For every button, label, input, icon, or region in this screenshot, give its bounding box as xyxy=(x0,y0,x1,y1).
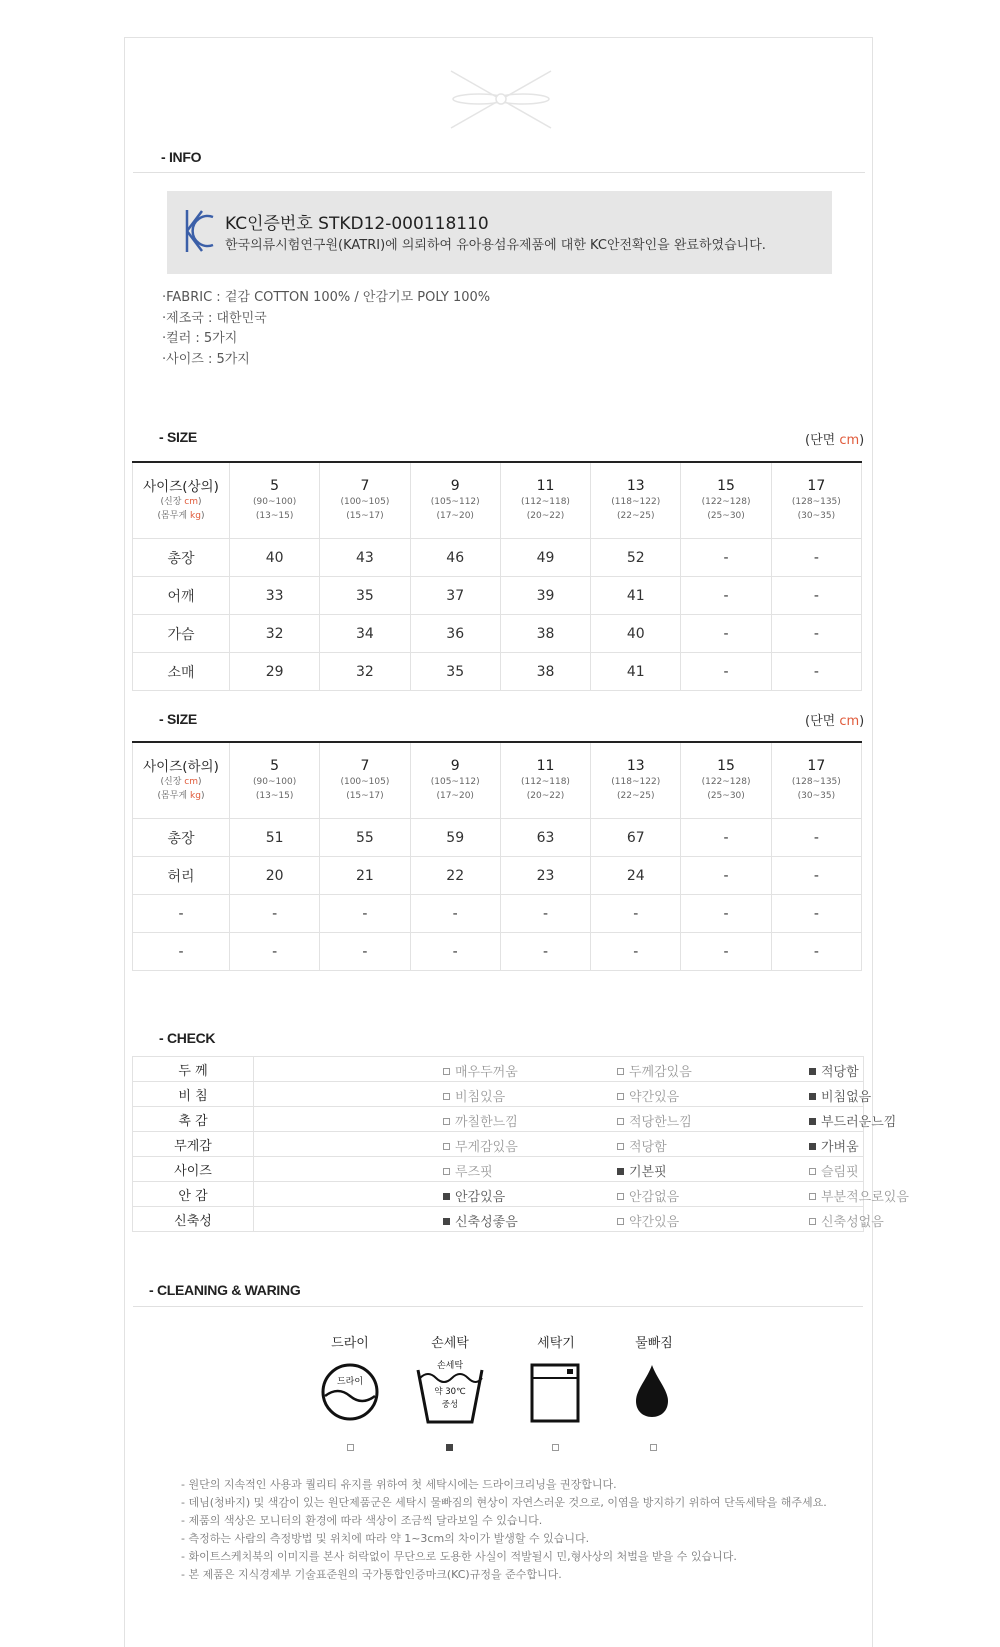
sub-suffix: ) xyxy=(197,496,202,507)
size-header-label: 사이즈(하의) xyxy=(143,758,219,775)
size-column-header xyxy=(771,462,861,539)
size-header-height xyxy=(133,495,229,509)
size-row-label: 총장 xyxy=(133,819,230,857)
info-list xyxy=(162,288,490,370)
size-cell: 38 xyxy=(500,615,590,653)
size-row-label: 가슴 xyxy=(133,615,230,653)
size-column-header xyxy=(320,462,410,539)
size-column-header xyxy=(230,462,320,539)
size-table-bottom xyxy=(132,741,862,971)
check-row xyxy=(133,1107,864,1132)
check-option-label: 비침없음 xyxy=(821,1090,872,1105)
size-cell: 55 xyxy=(320,819,410,857)
care-note: - 원단의 지속적인 사용과 퀄리티 유지를 위하여 첫 세탁시에는 드라이크리닝을 권장합니다. xyxy=(181,1478,617,1491)
check-label: 신축성 xyxy=(133,1207,254,1232)
checkbox-icon xyxy=(617,1168,624,1175)
check-option xyxy=(809,1161,859,1180)
size-cell: - xyxy=(771,577,861,615)
check-option-label: 부드러운느낌 xyxy=(821,1115,897,1130)
size-column-header xyxy=(681,462,771,539)
check-option xyxy=(443,1111,518,1130)
size-column-header xyxy=(410,742,500,819)
size-column-header xyxy=(230,742,320,819)
size-number: 15 xyxy=(717,758,735,774)
size-column-header xyxy=(410,462,500,539)
check-title: - CHECK xyxy=(159,1030,216,1046)
sub-suffix: ) xyxy=(200,790,205,801)
size-weight-range: (22~25) xyxy=(617,791,655,801)
size-number: 17 xyxy=(807,758,826,774)
hand-wash-temp-text: 약 30℃ xyxy=(434,1387,466,1397)
check-option xyxy=(443,1136,518,1155)
size-height-range: (118~122) xyxy=(611,777,661,787)
check-option xyxy=(443,1161,493,1180)
check-option-label: 무게감있음 xyxy=(455,1140,518,1155)
size-table-row xyxy=(133,539,862,577)
size-top-unit xyxy=(805,429,864,448)
check-option-label: 신축성없음 xyxy=(821,1215,884,1230)
size-weight-range: (30~35) xyxy=(797,511,836,521)
check-label: 비 침 xyxy=(133,1082,254,1107)
size-cell: - xyxy=(410,895,500,933)
size-cell: - xyxy=(500,895,590,933)
size-cell: - xyxy=(230,895,320,933)
check-row xyxy=(133,1182,864,1207)
checkbox-icon xyxy=(809,1093,816,1100)
care-label-bleed: 물빠짐 xyxy=(635,1336,673,1351)
size-height-range: (90~100) xyxy=(253,777,297,787)
size-table-header xyxy=(133,742,862,819)
size-cell: 22 xyxy=(410,857,500,895)
sub-prefix: (몸무게 xyxy=(157,790,190,801)
checkbox-icon xyxy=(809,1218,816,1225)
check-option xyxy=(443,1061,518,1080)
kc-title: KC인증번호 STKD12-000118110 xyxy=(225,214,489,234)
checkbox-icon xyxy=(443,1118,450,1125)
size-cell: - xyxy=(500,933,590,971)
size-number: 5 xyxy=(270,478,280,494)
checkbox-icon xyxy=(443,1143,450,1150)
size-cell: 39 xyxy=(500,577,590,615)
size-cell: - xyxy=(320,895,410,933)
size-row-label: 소매 xyxy=(133,653,230,691)
unit-prefix: (단면 xyxy=(805,714,840,729)
check-option xyxy=(617,1161,667,1180)
check-row xyxy=(133,1132,864,1157)
check-row xyxy=(133,1207,864,1232)
size-cell: - xyxy=(771,819,861,857)
size-cell: 43 xyxy=(320,539,410,577)
size-cell: - xyxy=(771,857,861,895)
sub-red: kg xyxy=(190,790,201,801)
check-option-label: 약간있음 xyxy=(629,1215,680,1230)
checkbox-icon xyxy=(617,1068,624,1075)
size-cell: - xyxy=(681,895,771,933)
size-cell: 51 xyxy=(230,819,320,857)
check-label: 사이즈 xyxy=(133,1157,254,1182)
washing-machine-icon xyxy=(527,1360,585,1424)
check-row xyxy=(133,1157,864,1182)
size-header-weight xyxy=(133,789,229,803)
size-row-label: 어깨 xyxy=(133,577,230,615)
sub-red: cm xyxy=(184,776,198,787)
check-label: 두 께 xyxy=(133,1057,254,1082)
checkbox-icon xyxy=(617,1143,624,1150)
check-row xyxy=(133,1082,864,1107)
cleaning-divider xyxy=(133,1306,863,1307)
check-option-label: 매우두꺼움 xyxy=(455,1065,518,1080)
check-option xyxy=(443,1086,505,1105)
checkbox-icon xyxy=(809,1118,816,1125)
size-cell: 32 xyxy=(320,653,410,691)
size-height-range: (122~128) xyxy=(701,777,751,787)
size-height-range: (90~100) xyxy=(253,497,297,507)
size-table-row xyxy=(133,653,862,691)
size-height-range: (128~135) xyxy=(791,497,841,507)
size-column-header xyxy=(591,462,681,539)
size-weight-range: (22~25) xyxy=(617,511,655,521)
size-weight-range: (20~22) xyxy=(526,791,565,801)
check-option xyxy=(617,1086,679,1105)
size-cell: - xyxy=(771,933,861,971)
size-height-range: (100~105) xyxy=(340,777,390,787)
size-weight-range: (15~17) xyxy=(346,511,384,521)
check-option xyxy=(809,1186,909,1205)
size-cell: 67 xyxy=(591,819,681,857)
checkbox-icon xyxy=(617,1218,624,1225)
checkbox-icon xyxy=(617,1193,624,1200)
size-table-row xyxy=(133,577,862,615)
info-origin: ·제조국 : 대한민국 xyxy=(162,310,267,326)
care-checkbox xyxy=(552,1444,559,1451)
size-cell: 49 xyxy=(500,539,590,577)
size-bottom-unit xyxy=(805,710,864,729)
check-option-label: 까칠한느낌 xyxy=(455,1115,518,1130)
size-number: 9 xyxy=(450,478,460,494)
check-option-label: 두께감있음 xyxy=(629,1065,692,1080)
size-cell: 38 xyxy=(500,653,590,691)
check-table xyxy=(132,1056,909,1232)
sub-prefix: (신장 xyxy=(160,776,185,787)
size-cell: - xyxy=(681,615,771,653)
care-label-dry: 드라이 xyxy=(331,1336,369,1351)
dry-clean-icon xyxy=(318,1360,382,1424)
check-option-label: 기본핏 xyxy=(629,1165,667,1180)
size-cell: - xyxy=(681,653,771,691)
check-option-label: 약간있음 xyxy=(629,1090,680,1105)
water-drop-icon xyxy=(630,1362,674,1420)
size-weight-range: (25~30) xyxy=(707,791,745,801)
size-row-label: - xyxy=(133,895,230,933)
info-color: ·컬러 : 5가지 xyxy=(162,331,238,346)
check-label: 무게감 xyxy=(133,1132,254,1157)
size-bottom-title: - SIZE xyxy=(159,711,197,727)
size-cell: - xyxy=(681,933,771,971)
size-weight-range: (15~17) xyxy=(346,791,384,801)
size-height-range: (105~112) xyxy=(430,497,480,507)
size-cell: 46 xyxy=(410,539,500,577)
size-number: 13 xyxy=(626,758,645,774)
size-cell: 29 xyxy=(230,653,320,691)
check-options xyxy=(254,1107,897,1132)
size-height-range: (112~118) xyxy=(521,777,570,787)
size-weight-range: (13~15) xyxy=(255,791,294,801)
check-options xyxy=(254,1157,864,1182)
size-cell: 41 xyxy=(591,577,681,615)
size-cell: - xyxy=(681,577,771,615)
kc-mark-icon xyxy=(182,207,216,255)
size-cell: 36 xyxy=(410,615,500,653)
size-cell: 20 xyxy=(230,857,320,895)
size-column-header xyxy=(591,742,681,819)
size-header-height xyxy=(133,775,229,789)
sub-prefix: (몸무게 xyxy=(157,510,190,521)
check-option-label: 적당한느낌 xyxy=(629,1115,692,1130)
size-header-label: 사이즈(상의) xyxy=(143,478,219,495)
care-notes xyxy=(181,1476,827,1584)
size-column-header xyxy=(681,742,771,819)
unit-red: cm xyxy=(839,714,860,729)
size-weight-range: (25~30) xyxy=(707,511,745,521)
check-option xyxy=(809,1111,896,1130)
care-label-handwash: 손세탁 xyxy=(431,1336,469,1351)
size-cell: 35 xyxy=(410,653,500,691)
size-height-range: (100~105) xyxy=(340,497,390,507)
check-option xyxy=(617,1061,692,1080)
size-top-title: - SIZE xyxy=(159,429,197,445)
size-number: 7 xyxy=(360,478,370,494)
checkbox-icon xyxy=(617,1093,624,1100)
size-number: 13 xyxy=(626,478,645,494)
size-cell: 24 xyxy=(591,857,681,895)
checkbox-icon xyxy=(809,1068,816,1075)
check-option xyxy=(617,1186,679,1205)
check-option-label: 가벼움 xyxy=(821,1140,859,1155)
size-cell: - xyxy=(771,653,861,691)
care-note: - 데님(청바지) 및 색감이 있는 원단제품군은 세탁시 물빠짐의 현상이 자연스러운 것으로, 이염을 방지하기 위하여 단독세탁을 해주세요. xyxy=(181,1496,827,1509)
check-options xyxy=(254,1082,872,1107)
size-number: 9 xyxy=(450,758,460,774)
checkbox-icon xyxy=(443,1068,450,1075)
unit-prefix: (단면 xyxy=(805,433,840,448)
check-options xyxy=(254,1132,864,1157)
size-row-label: - xyxy=(133,933,230,971)
check-option xyxy=(809,1136,859,1155)
size-row-label: 총장 xyxy=(133,539,230,577)
size-table-row xyxy=(133,933,862,971)
unit-red: cm xyxy=(839,433,860,448)
size-table-row xyxy=(133,819,862,857)
size-cell: - xyxy=(410,933,500,971)
care-note: - 본 제품은 지식경제부 기술표준원의 국가통합인증마크(KC)규정을 준수합니다. xyxy=(181,1568,562,1581)
size-number: 5 xyxy=(270,758,280,774)
size-cell: 21 xyxy=(320,857,410,895)
checkbox-icon xyxy=(809,1143,816,1150)
size-cell: 63 xyxy=(500,819,590,857)
unit-suffix: ) xyxy=(859,433,865,448)
size-number: 7 xyxy=(360,758,370,774)
check-option-label: 안감없음 xyxy=(629,1190,680,1205)
check-option-label: 적당함 xyxy=(821,1065,859,1080)
check-option-label: 루즈핏 xyxy=(455,1165,493,1180)
sub-suffix: ) xyxy=(200,510,205,521)
size-cell: - xyxy=(320,933,410,971)
check-option-label: 신축성좋음 xyxy=(455,1215,518,1230)
size-cell: - xyxy=(681,539,771,577)
care-note: - 화이트스케치북의 이미지를 본사 허락없이 무단으로 도용한 사실이 적발될시 민,형사상의 처벌을 받을 수 있습니다. xyxy=(181,1550,737,1563)
size-number: 11 xyxy=(536,478,555,494)
size-cell: 40 xyxy=(230,539,320,577)
size-cell: 23 xyxy=(500,857,590,895)
check-option xyxy=(617,1111,692,1130)
check-option xyxy=(443,1211,518,1230)
size-table-row xyxy=(133,895,862,933)
size-cell: 52 xyxy=(591,539,681,577)
check-option xyxy=(809,1211,884,1230)
checkbox-icon xyxy=(443,1193,450,1200)
size-cell: 59 xyxy=(410,819,500,857)
check-option-label: 비침있음 xyxy=(455,1090,506,1105)
size-cell: - xyxy=(591,933,681,971)
size-cell: 40 xyxy=(591,615,681,653)
dry-clean-icon-text: 드라이 xyxy=(336,1377,364,1387)
hand-wash-icon xyxy=(414,1356,486,1428)
size-number: 17 xyxy=(807,478,826,494)
size-header-label-cell xyxy=(133,742,230,819)
size-cell: - xyxy=(230,933,320,971)
size-cell: - xyxy=(771,895,861,933)
check-label: 안 감 xyxy=(133,1182,254,1207)
size-table-header xyxy=(133,462,862,539)
check-option xyxy=(617,1211,679,1230)
check-option xyxy=(617,1136,667,1155)
size-height-range: (128~135) xyxy=(791,777,841,787)
check-option xyxy=(809,1086,871,1105)
check-option-label: 안감있음 xyxy=(455,1190,506,1205)
kc-description: 한국의류시험연구원(KATRI)에 의뢰하여 유아용섬유제품에 대한 KC안전확인을 완료하였습니다. xyxy=(225,238,766,253)
check-option-label: 부분적으로있음 xyxy=(821,1190,909,1205)
care-checkbox xyxy=(650,1444,657,1451)
size-column-header xyxy=(500,742,590,819)
unit-suffix: ) xyxy=(859,714,865,729)
info-size: ·사이즈 : 5가지 xyxy=(162,351,250,367)
size-weight-range: (17~20) xyxy=(436,791,474,801)
sub-prefix: (신장 xyxy=(160,496,185,507)
size-height-range: (118~122) xyxy=(611,497,661,507)
size-cell: - xyxy=(771,615,861,653)
check-label: 촉 감 xyxy=(133,1107,254,1132)
size-weight-range: (17~20) xyxy=(436,511,474,521)
check-options xyxy=(254,1207,884,1232)
checkbox-icon xyxy=(443,1093,450,1100)
hand-wash-neutral-text: 중성 xyxy=(441,1400,459,1410)
care-checkbox xyxy=(347,1444,354,1451)
size-cell: 33 xyxy=(230,577,320,615)
kc-certification-box xyxy=(167,191,832,274)
check-options xyxy=(254,1057,864,1082)
size-column-header xyxy=(500,462,590,539)
check-row xyxy=(133,1057,864,1082)
check-options xyxy=(254,1182,909,1207)
sub-red: kg xyxy=(190,510,201,521)
ribbon-icon xyxy=(446,66,556,132)
care-label-machine: 세탁기 xyxy=(537,1336,575,1351)
check-option xyxy=(809,1061,859,1080)
check-option-label: 슬림핏 xyxy=(821,1165,859,1180)
check-option xyxy=(443,1186,505,1205)
info-divider xyxy=(133,172,865,173)
hand-wash-icon-text: 손세탁 xyxy=(436,1361,464,1371)
size-weight-range: (30~35) xyxy=(797,791,836,801)
size-column-header xyxy=(771,742,861,819)
info-title: - INFO xyxy=(161,149,202,165)
size-cell: 41 xyxy=(591,653,681,691)
size-number: 11 xyxy=(536,758,555,774)
checkbox-icon xyxy=(809,1193,816,1200)
checkbox-icon xyxy=(617,1118,624,1125)
size-number: 15 xyxy=(717,478,735,494)
size-row-label: 허리 xyxy=(133,857,230,895)
care-note: - 측정하는 사람의 측정방법 및 위치에 따라 약 1~3cm의 차이가 발생할 수 있습니다. xyxy=(181,1532,590,1545)
size-weight-range: (20~22) xyxy=(526,511,565,521)
size-height-range: (112~118) xyxy=(521,497,570,507)
size-table-row xyxy=(133,615,862,653)
care-note: - 제품의 색상은 모니터의 환경에 따라 색상이 조금씩 달라보일 수 있습니다. xyxy=(181,1514,543,1527)
size-table-row xyxy=(133,857,862,895)
size-cell: - xyxy=(591,895,681,933)
sub-red: cm xyxy=(184,496,198,507)
check-option-label: 적당함 xyxy=(629,1140,667,1155)
sub-suffix: ) xyxy=(197,776,202,787)
checkbox-icon xyxy=(443,1168,450,1175)
checkbox-icon xyxy=(443,1218,450,1225)
size-height-range: (105~112) xyxy=(430,777,480,787)
size-column-header xyxy=(320,742,410,819)
size-header-label-cell xyxy=(133,462,230,539)
size-weight-range: (13~15) xyxy=(255,511,294,521)
info-fabric: ·FABRIC : 겉감 COTTON 100% / 안감기모 POLY 100% xyxy=(162,290,491,305)
size-cell: 34 xyxy=(320,615,410,653)
size-cell: - xyxy=(681,819,771,857)
checkbox-icon xyxy=(809,1168,816,1175)
care-checkbox xyxy=(446,1444,453,1451)
size-height-range: (122~128) xyxy=(701,497,751,507)
size-cell: 37 xyxy=(410,577,500,615)
size-table-top xyxy=(132,461,862,691)
cleaning-title: - CLEANING & WARING xyxy=(149,1282,301,1298)
size-cell: 32 xyxy=(230,615,320,653)
size-header-weight xyxy=(133,509,229,523)
size-cell: 35 xyxy=(320,577,410,615)
size-cell: - xyxy=(681,857,771,895)
size-cell: - xyxy=(771,539,861,577)
